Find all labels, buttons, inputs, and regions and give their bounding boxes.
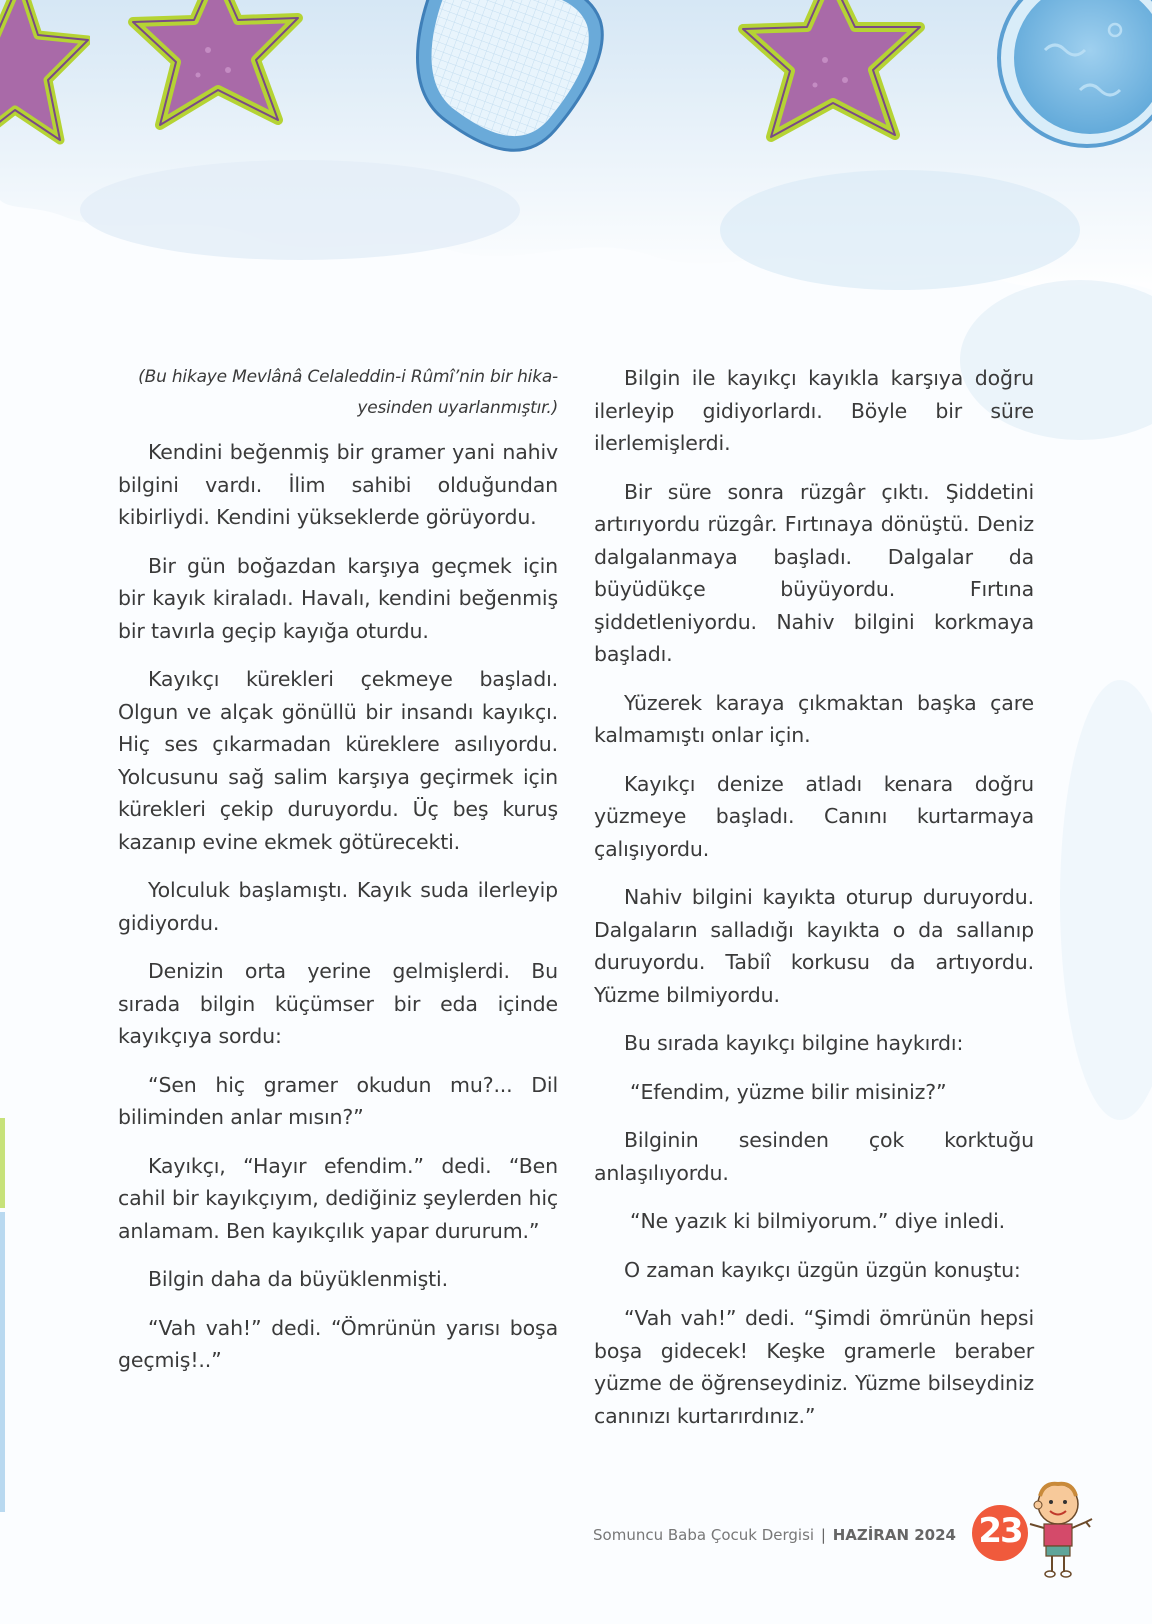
paragraph: “Ne yazık ki bilmiyorum.” diye inledi. [630, 1209, 1005, 1233]
source-note [118, 362, 558, 424]
paragraph: “Vah vah!” dedi. “Şimdi ömrünün hepsi boşa gidecek! Keşke gramerle beraber yüzme de öğrenseydiniz. Yüzme bilseydiniz canınızı kurtarırdınız.” [594, 1306, 1034, 1428]
edge-mark-green [0, 1118, 5, 1208]
source-note-line-2: yesinden uyarlanmıştır.) [357, 398, 558, 418]
paragraph: Bu sırada kayıkçı bilgine haykırdı: [624, 1031, 964, 1055]
page-number-badge [970, 1503, 1030, 1563]
paragraph: “Vah vah!” dedi. “Ömrünün yarısı boşa geçmiş!..” [118, 1315, 558, 1372]
story-column-right [594, 362, 1034, 1448]
pool-net-icon [405, 0, 615, 170]
starfish-right-icon [735, 0, 935, 155]
paragraph: Bilgin daha da büyüklenmişti. [148, 1267, 448, 1291]
paragraph: Kendini beğenmiş bir gramer yani nahiv bilgini vardı. İlim sahibi olduğundan kibirliydi. Kendini yükseklerde görüyordu. [118, 440, 558, 529]
page-number: 23 [978, 1511, 1022, 1551]
paragraph: Bir gün boğazdan karşıya geçmek için bir kayık kiraladı. Havalı, kendini beğenmiş bir tavırla geçip kayığa oturdu. [118, 553, 558, 643]
paragraph: O zaman kayıkçı üzgün üzgün konuştu: [624, 1257, 1021, 1282]
page-footer [560, 1526, 956, 1544]
kid-mascot-icon [1022, 1478, 1102, 1588]
paragraph: Yolculuk başlamıştı. Kayık suda ilerleyip gidiyordu. [118, 878, 558, 935]
edge-mark-blue [0, 1212, 5, 1512]
source-note-line-1: (Bu hikaye Mevlânâ Celaleddin-i Rûmî’nin bir hika- [138, 367, 558, 387]
pool-round-icon [995, 0, 1152, 160]
starfish-left-icon [0, 0, 90, 180]
paragraph: “Efendim, yüzme bilir misiniz?” [630, 1079, 947, 1104]
starfish-center-icon [128, 0, 308, 150]
magazine-name: Somuncu Baba Çocuk Dergisi [593, 1526, 815, 1544]
paragraph: Kayıkçı denize atladı kenara doğru yüzmeye başladı. Canını kurtarmaya çalışıyordu. [594, 771, 1034, 861]
paragraph: Kayıkçı kürekleri çekmeye başladı. Olgun ve alçak gönüllü bir insandı kayıkçı. Hiç ses çıkarmadan küreklere asılıyordu. Yolcusunu sağ salim karşıya geçirmek için kürekleri çekip duruyordu. Üç beş kuruş kazanıp evine ekmek götürecekti. [118, 667, 558, 854]
story-column-left [118, 362, 558, 1393]
paragraph: Yüzerek karaya çıkmaktan başka çare kalmamıştı onlar için. [594, 690, 1034, 747]
issue-month: HAZİRAN 2024 [832, 1526, 956, 1544]
paragraph: Nahiv bilgini kayıkta oturup duruyordu. Dalgaların salladığı kayıkta o da sallanıp duruyordu. Tabiî korkusu da artıyordu. Yüzme bilmiyordu. [594, 885, 1034, 1007]
paragraph: Denizin orta yerine gelmişlerdi. Bu sırada bilgin küçümser bir eda içinde kayıkçıya sordu: [118, 959, 558, 1048]
paragraph: Bir süre sonra rüzgâr çıktı. Şiddetini artırıyordu rüzgâr. Fırtınaya dönüştü. Deniz dalgalanmaya başladı. Dalgalar da büyüdükçe büyüyordu. Fırtına şiddetleniyordu. Nahiv bilgini korkmaya başladı. [594, 479, 1034, 666]
paragraph: “Sen hiç gramer okudun mu?... Dil biliminden anlar mısın?” [118, 1072, 558, 1129]
footer-separator: | [820, 1526, 826, 1544]
paragraph: Bilgin ile kayıkçı kayıkla karşıya doğru ilerleyip gidiyorlardı. Böyle bir süre ilerlemişlerdi. [594, 366, 1034, 455]
paragraph: Kayıkçı, “Hayır efendim.” dedi. “Ben cahil bir kayıkçıyım, dediğiniz şeylerden hiç anlamam. Ben kayıkçılık yapar dururum.” [118, 1153, 558, 1243]
paragraph: Bilginin sesinden çok korktuğu anlaşılıyordu. [594, 1128, 1034, 1185]
